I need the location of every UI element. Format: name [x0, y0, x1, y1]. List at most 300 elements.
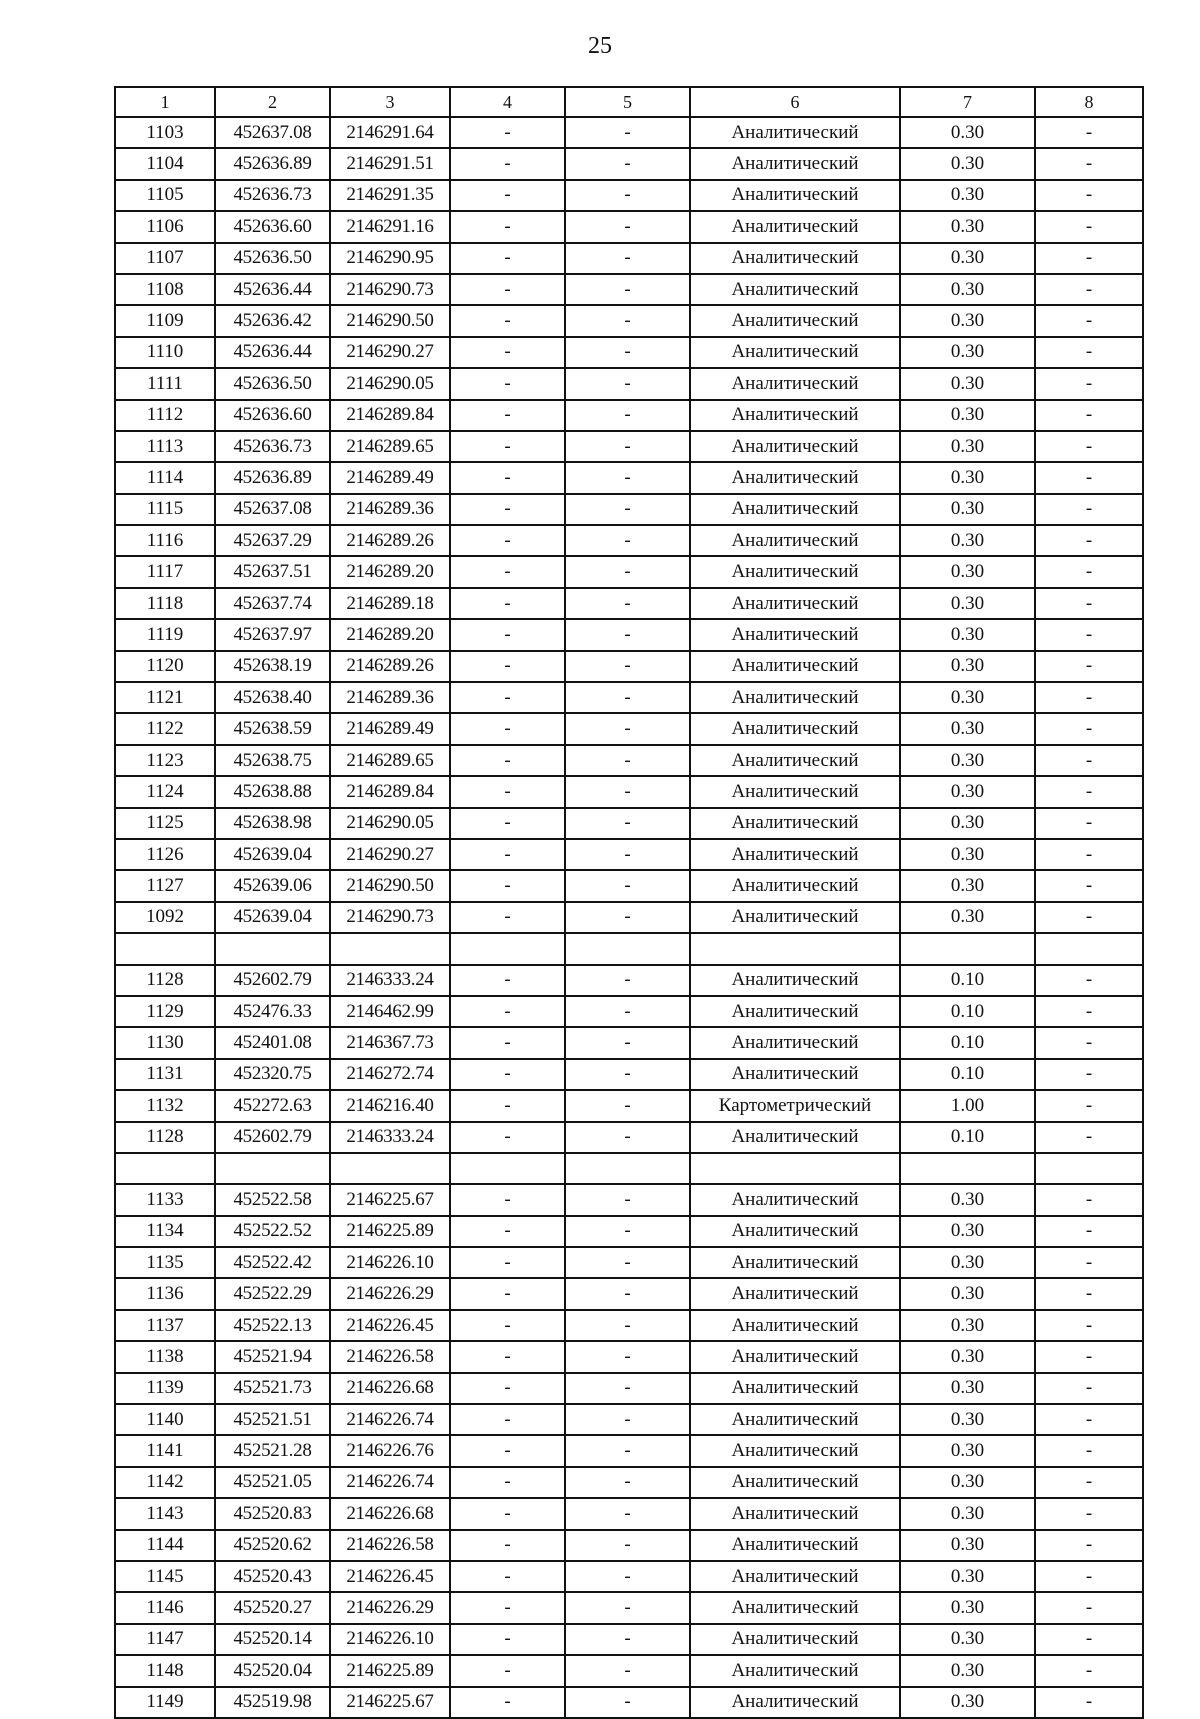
table-row [115, 368, 1143, 399]
column-8-cell: - [1035, 117, 1143, 148]
column-4-cell: - [450, 494, 565, 525]
y-coordinate-cell: 2146226.10 [330, 1247, 450, 1278]
y-coordinate-cell: 2146226.74 [330, 1404, 450, 1435]
y-coordinate-cell: 2146225.89 [330, 1655, 450, 1686]
method-cell: Аналитический [690, 839, 900, 870]
point-number-cell: 1146 [115, 1592, 215, 1623]
column-4-cell: - [450, 211, 565, 242]
accuracy-cell: 0.30 [900, 400, 1035, 431]
column-5-cell: - [565, 274, 690, 305]
method-cell: Аналитический [690, 1592, 900, 1623]
column-4-cell: - [450, 1467, 565, 1498]
column-5-cell: - [565, 305, 690, 336]
column-8-cell: - [1035, 462, 1143, 493]
y-coordinate-cell: 2146290.73 [330, 274, 450, 305]
accuracy-cell: 0.30 [900, 337, 1035, 368]
x-coordinate-cell: 452521.73 [215, 1373, 330, 1404]
column-5-cell: - [565, 1122, 690, 1153]
table-row [115, 1687, 1143, 1718]
column-4-cell: - [450, 588, 565, 619]
y-coordinate-cell: 2146289.36 [330, 494, 450, 525]
column-8-cell: - [1035, 588, 1143, 619]
point-number-cell: 1114 [115, 462, 215, 493]
column-5-cell: - [565, 1341, 690, 1372]
column-5-cell: - [565, 1687, 690, 1718]
point-number-cell: 1149 [115, 1687, 215, 1718]
method-cell: Аналитический [690, 776, 900, 807]
y-coordinate-cell: 2146226.58 [330, 1341, 450, 1372]
column-5-cell: - [565, 1404, 690, 1435]
method-cell: Аналитический [690, 1310, 900, 1341]
x-coordinate-cell: 452520.14 [215, 1624, 330, 1655]
accuracy-cell: 0.30 [900, 1404, 1035, 1435]
y-coordinate-cell: 2146290.50 [330, 305, 450, 336]
column-8-cell: - [1035, 1310, 1143, 1341]
column-5-cell: - [565, 1530, 690, 1561]
method-cell: Аналитический [690, 494, 900, 525]
method-cell: Аналитический [690, 588, 900, 619]
column-5-cell: - [565, 1435, 690, 1466]
point-number-cell: 1140 [115, 1404, 215, 1435]
accuracy-cell: 0.10 [900, 1059, 1035, 1090]
column-5-cell: - [565, 148, 690, 179]
point-number-cell: 1141 [115, 1435, 215, 1466]
column-5-cell: - [565, 745, 690, 776]
x-coordinate-cell: 452521.28 [215, 1435, 330, 1466]
accuracy-cell: 0.10 [900, 965, 1035, 996]
y-coordinate-cell: 2146226.29 [330, 1278, 450, 1309]
point-number-cell: 1119 [115, 619, 215, 650]
table-row [115, 745, 1143, 776]
x-coordinate-cell: 452401.08 [215, 1027, 330, 1058]
y-coordinate-cell: 2146289.20 [330, 556, 450, 587]
method-cell: Аналитический [690, 400, 900, 431]
column-8-cell: - [1035, 337, 1143, 368]
column-8-cell: - [1035, 1090, 1143, 1121]
column-5-cell: - [565, 1373, 690, 1404]
y-coordinate-cell: 2146289.36 [330, 682, 450, 713]
column-8-cell: - [1035, 148, 1143, 179]
x-coordinate-cell: 452521.94 [215, 1341, 330, 1372]
method-cell [690, 933, 900, 964]
column-5-cell: - [565, 494, 690, 525]
coordinates-table [114, 86, 1144, 1719]
x-coordinate-cell: 452636.89 [215, 148, 330, 179]
column-4-cell [450, 933, 565, 964]
x-coordinate-cell: 452636.44 [215, 274, 330, 305]
column-4-cell: - [450, 1027, 565, 1058]
column-4-cell: - [450, 808, 565, 839]
x-coordinate-cell: 452636.42 [215, 305, 330, 336]
x-coordinate-cell: 452637.97 [215, 619, 330, 650]
column-4-cell: - [450, 996, 565, 1027]
method-cell: Аналитический [690, 274, 900, 305]
x-coordinate-cell: 452636.89 [215, 462, 330, 493]
accuracy-cell: 0.30 [900, 368, 1035, 399]
method-cell: Аналитический [690, 1341, 900, 1372]
point-number-cell: 1092 [115, 902, 215, 933]
column-8-cell: - [1035, 1592, 1143, 1623]
x-coordinate-cell: 452522.42 [215, 1247, 330, 1278]
table-row [115, 1373, 1143, 1404]
accuracy-cell: 0.30 [900, 713, 1035, 744]
point-number-cell: 1134 [115, 1216, 215, 1247]
accuracy-cell: 1.00 [900, 1090, 1035, 1121]
table-row [115, 682, 1143, 713]
method-cell: Аналитический [690, 462, 900, 493]
point-number-cell: 1123 [115, 745, 215, 776]
y-coordinate-cell: 2146216.40 [330, 1090, 450, 1121]
method-cell: Аналитический [690, 1530, 900, 1561]
accuracy-cell: 0.30 [900, 431, 1035, 462]
method-cell: Аналитический [690, 1373, 900, 1404]
column-5-cell: - [565, 1467, 690, 1498]
column-5-cell: - [565, 1278, 690, 1309]
accuracy-cell: 0.30 [900, 1373, 1035, 1404]
column-5-cell: - [565, 1624, 690, 1655]
table-body [115, 117, 1143, 1718]
column-header: 3 [330, 87, 450, 117]
accuracy-cell: 0.10 [900, 996, 1035, 1027]
column-4-cell: - [450, 525, 565, 556]
x-coordinate-cell: 452639.04 [215, 839, 330, 870]
method-cell: Аналитический [690, 1467, 900, 1498]
table-row [115, 776, 1143, 807]
table-row [115, 148, 1143, 179]
point-number-cell: 1106 [115, 211, 215, 242]
point-number-cell: 1103 [115, 117, 215, 148]
column-5-cell: - [565, 1498, 690, 1529]
column-8-cell: - [1035, 556, 1143, 587]
column-8-cell: - [1035, 1655, 1143, 1686]
column-5-cell: - [565, 211, 690, 242]
column-4-cell: - [450, 556, 565, 587]
column-5-cell: - [565, 1090, 690, 1121]
method-cell: Аналитический [690, 211, 900, 242]
point-number-cell: 1121 [115, 682, 215, 713]
table-row [115, 588, 1143, 619]
y-coordinate-cell: 2146226.68 [330, 1373, 450, 1404]
column-4-cell: - [450, 1278, 565, 1309]
point-number-cell: 1139 [115, 1373, 215, 1404]
column-4-cell: - [450, 1404, 565, 1435]
column-header: 2 [215, 87, 330, 117]
x-coordinate-cell: 452320.75 [215, 1059, 330, 1090]
accuracy-cell: 0.30 [900, 1498, 1035, 1529]
table-row [115, 1655, 1143, 1686]
point-number-cell: 1127 [115, 870, 215, 901]
y-coordinate-cell: 2146367.73 [330, 1027, 450, 1058]
point-number-cell: 1131 [115, 1059, 215, 1090]
column-4-cell: - [450, 368, 565, 399]
accuracy-cell: 0.30 [900, 1216, 1035, 1247]
accuracy-cell: 0.30 [900, 651, 1035, 682]
table-row [115, 243, 1143, 274]
y-coordinate-cell: 2146289.65 [330, 431, 450, 462]
column-8-cell: - [1035, 243, 1143, 274]
table-row [115, 1027, 1143, 1058]
column-5-cell [565, 933, 690, 964]
x-coordinate-cell: 452636.50 [215, 368, 330, 399]
column-4-cell: - [450, 682, 565, 713]
table-row [115, 1498, 1143, 1529]
column-4-cell: - [450, 1090, 565, 1121]
column-8-cell: - [1035, 1687, 1143, 1718]
accuracy-cell: 0.30 [900, 243, 1035, 274]
column-5-cell: - [565, 839, 690, 870]
x-coordinate-cell: 452637.74 [215, 588, 330, 619]
x-coordinate-cell: 452522.13 [215, 1310, 330, 1341]
column-4-cell [450, 1153, 565, 1184]
method-cell: Аналитический [690, 1655, 900, 1686]
column-5-cell: - [565, 400, 690, 431]
column-4-cell: - [450, 713, 565, 744]
point-number-cell: 1132 [115, 1090, 215, 1121]
column-5-cell: - [565, 965, 690, 996]
table-row [115, 400, 1143, 431]
y-coordinate-cell: 2146291.16 [330, 211, 450, 242]
method-cell: Аналитический [690, 368, 900, 399]
accuracy-cell: 0.30 [900, 808, 1035, 839]
accuracy-cell: 0.30 [900, 1184, 1035, 1215]
column-8-cell: - [1035, 1247, 1143, 1278]
accuracy-cell: 0.30 [900, 1655, 1035, 1686]
y-coordinate-cell: 2146226.74 [330, 1467, 450, 1498]
point-number-cell: 1117 [115, 556, 215, 587]
x-coordinate-cell: 452520.43 [215, 1561, 330, 1592]
column-4-cell: - [450, 1530, 565, 1561]
x-coordinate-cell: 452637.51 [215, 556, 330, 587]
method-cell: Аналитический [690, 1687, 900, 1718]
column-8-cell: - [1035, 745, 1143, 776]
x-coordinate-cell: 452636.73 [215, 180, 330, 211]
point-number-cell: 1143 [115, 1498, 215, 1529]
column-4-cell: - [450, 400, 565, 431]
accuracy-cell: 0.30 [900, 117, 1035, 148]
x-coordinate-cell: 452637.08 [215, 494, 330, 525]
method-cell: Аналитический [690, 619, 900, 650]
table-row [115, 431, 1143, 462]
column-5-cell: - [565, 1310, 690, 1341]
column-5-cell: - [565, 525, 690, 556]
point-number-cell: 1147 [115, 1624, 215, 1655]
column-8-cell: - [1035, 1216, 1143, 1247]
x-coordinate-cell: 452639.06 [215, 870, 330, 901]
method-cell: Аналитический [690, 1278, 900, 1309]
column-4-cell: - [450, 180, 565, 211]
x-coordinate-cell: 452639.04 [215, 902, 330, 933]
accuracy-cell: 0.30 [900, 1530, 1035, 1561]
column-5-cell: - [565, 996, 690, 1027]
column-5-cell: - [565, 556, 690, 587]
table-row [115, 1153, 1143, 1184]
column-8-cell: - [1035, 1530, 1143, 1561]
column-8-cell: - [1035, 431, 1143, 462]
column-4-cell: - [450, 619, 565, 650]
point-number-cell: 1108 [115, 274, 215, 305]
point-number-cell: 1126 [115, 839, 215, 870]
column-5-cell: - [565, 619, 690, 650]
point-number-cell: 1107 [115, 243, 215, 274]
column-4-cell: - [450, 1687, 565, 1718]
y-coordinate-cell: 2146333.24 [330, 1122, 450, 1153]
table-row [115, 996, 1143, 1027]
column-8-cell: - [1035, 368, 1143, 399]
column-8-cell: - [1035, 713, 1143, 744]
accuracy-cell: 0.30 [900, 274, 1035, 305]
column-5-cell: - [565, 1027, 690, 1058]
table-row [115, 1341, 1143, 1372]
point-number-cell: 1115 [115, 494, 215, 525]
column-8-cell: - [1035, 305, 1143, 336]
method-cell: Аналитический [690, 1498, 900, 1529]
method-cell: Аналитический [690, 305, 900, 336]
table-row [115, 1059, 1143, 1090]
point-number-cell: 1105 [115, 180, 215, 211]
y-coordinate-cell: 2146291.35 [330, 180, 450, 211]
table-row [115, 619, 1143, 650]
accuracy-cell: 0.30 [900, 1310, 1035, 1341]
table-row [115, 274, 1143, 305]
accuracy-cell: 0.30 [900, 902, 1035, 933]
x-coordinate-cell: 452476.33 [215, 996, 330, 1027]
y-coordinate-cell: 2146226.10 [330, 1624, 450, 1655]
method-cell: Аналитический [690, 713, 900, 744]
y-coordinate-cell: 2146226.76 [330, 1435, 450, 1466]
y-coordinate-cell: 2146225.67 [330, 1687, 450, 1718]
method-cell: Аналитический [690, 996, 900, 1027]
x-coordinate-cell: 452520.62 [215, 1530, 330, 1561]
accuracy-cell: 0.30 [900, 1435, 1035, 1466]
table-row [115, 902, 1143, 933]
method-cell [690, 1153, 900, 1184]
method-cell: Аналитический [690, 1435, 900, 1466]
column-5-cell: - [565, 870, 690, 901]
column-8-cell [1035, 1153, 1143, 1184]
table-row [115, 305, 1143, 336]
y-coordinate-cell: 2146333.24 [330, 965, 450, 996]
x-coordinate-cell: 452638.40 [215, 682, 330, 713]
table-row [115, 965, 1143, 996]
column-8-cell: - [1035, 211, 1143, 242]
method-cell: Аналитический [690, 243, 900, 274]
method-cell: Аналитический [690, 965, 900, 996]
method-cell: Аналитический [690, 1122, 900, 1153]
accuracy-cell: 0.30 [900, 776, 1035, 807]
point-number-cell [115, 933, 215, 964]
column-header: 1 [115, 87, 215, 117]
column-5-cell: - [565, 1592, 690, 1623]
x-coordinate-cell: 452520.04 [215, 1655, 330, 1686]
table-row [115, 1216, 1143, 1247]
column-5-cell: - [565, 776, 690, 807]
column-5-cell: - [565, 117, 690, 148]
column-5-cell: - [565, 1059, 690, 1090]
column-5-cell: - [565, 243, 690, 274]
table-row [115, 839, 1143, 870]
y-coordinate-cell: 2146289.20 [330, 619, 450, 650]
column-5-cell: - [565, 1216, 690, 1247]
y-coordinate-cell: 2146289.26 [330, 525, 450, 556]
column-4-cell: - [450, 1592, 565, 1623]
table-row [115, 1404, 1143, 1435]
table-row [115, 1278, 1143, 1309]
column-header: 4 [450, 87, 565, 117]
accuracy-cell: 0.30 [900, 839, 1035, 870]
y-coordinate-cell: 2146289.18 [330, 588, 450, 619]
column-8-cell: - [1035, 1624, 1143, 1655]
column-8-cell: - [1035, 494, 1143, 525]
accuracy-cell: 0.30 [900, 1341, 1035, 1372]
method-cell: Аналитический [690, 1059, 900, 1090]
column-4-cell: - [450, 274, 565, 305]
column-8-cell: - [1035, 808, 1143, 839]
column-8-cell: - [1035, 870, 1143, 901]
column-4-cell: - [450, 431, 565, 462]
y-coordinate-cell [330, 933, 450, 964]
table-row [115, 180, 1143, 211]
accuracy-cell: 0.30 [900, 211, 1035, 242]
column-5-cell: - [565, 337, 690, 368]
column-8-cell: - [1035, 996, 1143, 1027]
point-number-cell: 1129 [115, 996, 215, 1027]
column-5-cell: - [565, 431, 690, 462]
method-cell: Аналитический [690, 1247, 900, 1278]
column-4-cell: - [450, 839, 565, 870]
column-4-cell: - [450, 965, 565, 996]
table-row [115, 211, 1143, 242]
column-4-cell: - [450, 870, 565, 901]
y-coordinate-cell: 2146289.84 [330, 400, 450, 431]
method-cell: Аналитический [690, 902, 900, 933]
method-cell: Аналитический [690, 808, 900, 839]
column-8-cell: - [1035, 1184, 1143, 1215]
table-row [115, 933, 1143, 964]
column-8-cell: - [1035, 965, 1143, 996]
y-coordinate-cell: 2146289.49 [330, 462, 450, 493]
x-coordinate-cell: 452636.60 [215, 211, 330, 242]
column-4-cell: - [450, 305, 565, 336]
point-number-cell: 1137 [115, 1310, 215, 1341]
point-number-cell: 1130 [115, 1027, 215, 1058]
column-5-cell [565, 1153, 690, 1184]
table-row [115, 808, 1143, 839]
y-coordinate-cell: 2146289.49 [330, 713, 450, 744]
accuracy-cell: 0.30 [900, 682, 1035, 713]
column-8-cell: - [1035, 1341, 1143, 1372]
column-8-cell: - [1035, 1059, 1143, 1090]
table-row [115, 556, 1143, 587]
accuracy-cell: 0.30 [900, 148, 1035, 179]
x-coordinate-cell: 452520.27 [215, 1592, 330, 1623]
x-coordinate-cell: 452638.75 [215, 745, 330, 776]
point-number-cell: 1109 [115, 305, 215, 336]
column-8-cell: - [1035, 1467, 1143, 1498]
y-coordinate-cell: 2146290.05 [330, 808, 450, 839]
x-coordinate-cell: 452636.44 [215, 337, 330, 368]
column-4-cell: - [450, 902, 565, 933]
method-cell: Аналитический [690, 1404, 900, 1435]
x-coordinate-cell: 452636.50 [215, 243, 330, 274]
table-row [115, 117, 1143, 148]
accuracy-cell: 0.10 [900, 1027, 1035, 1058]
x-coordinate-cell: 452522.29 [215, 1278, 330, 1309]
x-coordinate-cell: 452520.83 [215, 1498, 330, 1529]
method-cell: Аналитический [690, 525, 900, 556]
y-coordinate-cell: 2146226.58 [330, 1530, 450, 1561]
point-number-cell: 1138 [115, 1341, 215, 1372]
table-row [115, 1090, 1143, 1121]
